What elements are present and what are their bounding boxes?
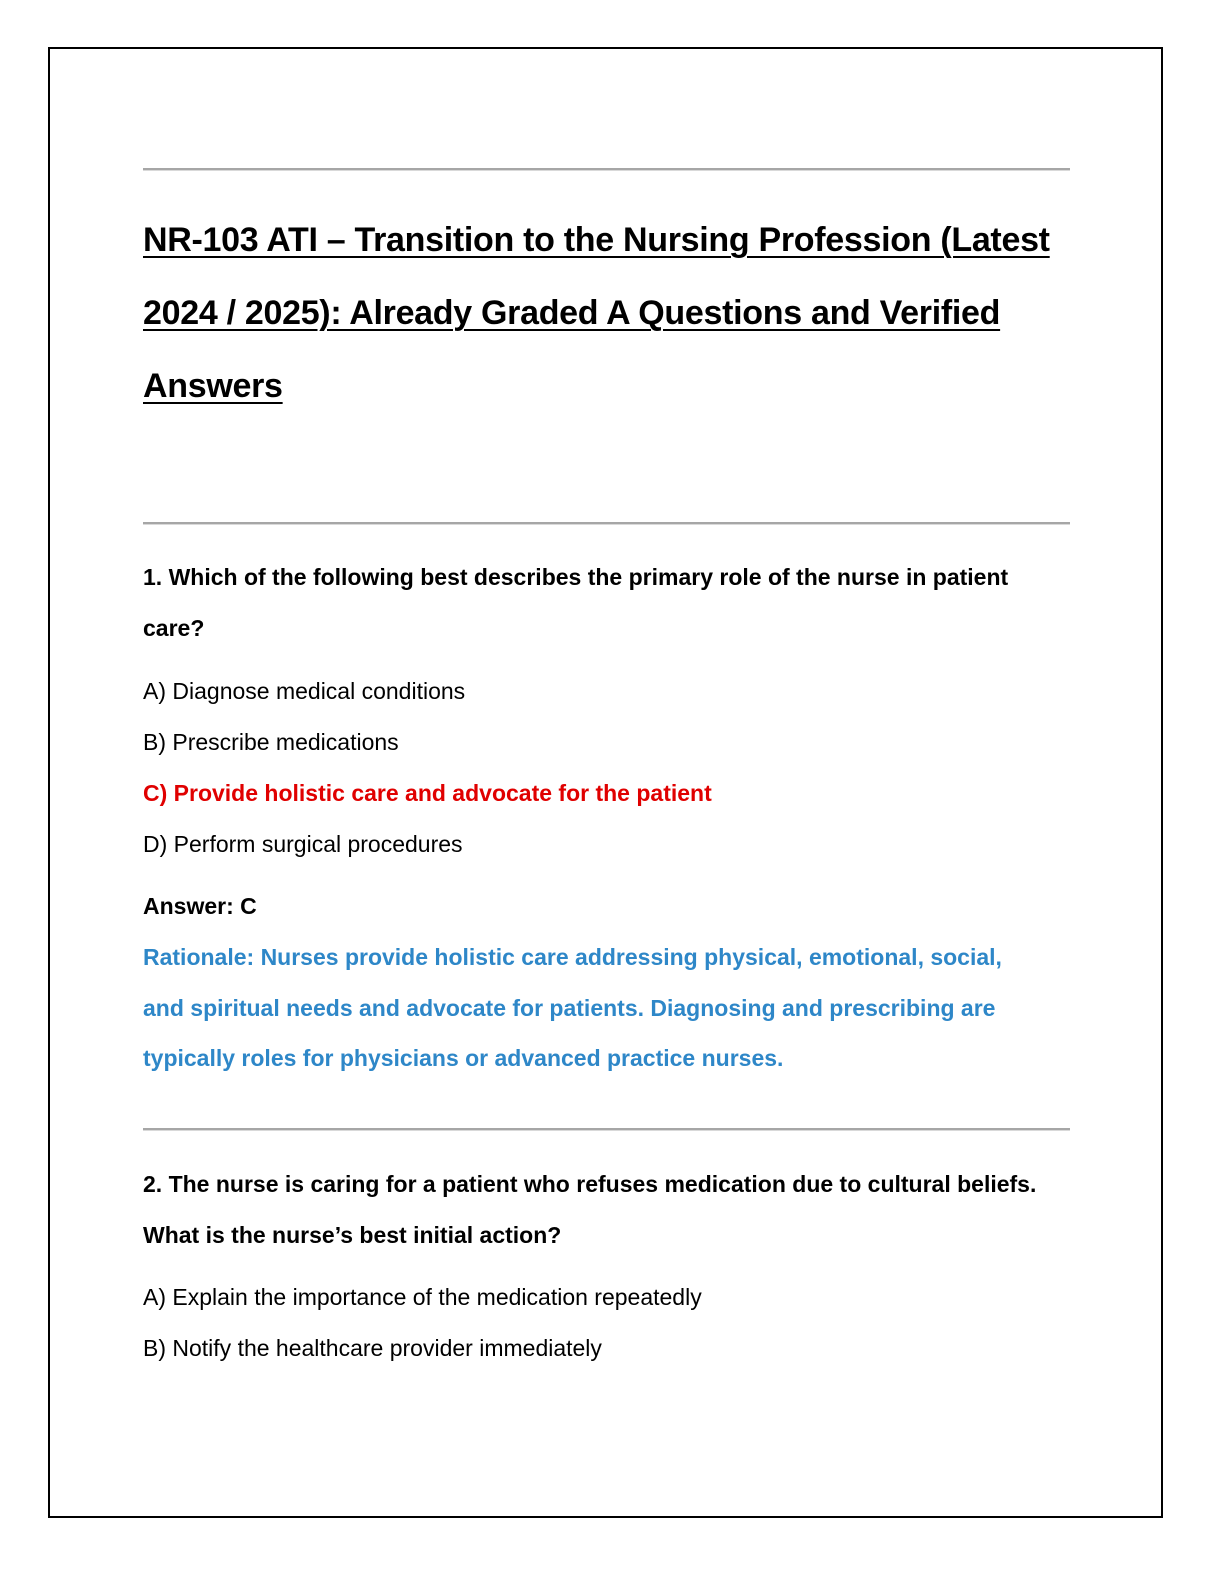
question-2-text: 2. The nurse is caring for a patient who refuses medication due to cultural beliefs. What is the nurse’s best initial action? xyxy=(143,1171,1037,1248)
question-1-rationale: Rationale: Nurses provide holistic care addressing physical, emotional, social, and spiritual needs and advocate for patients. Diagnosing and prescribing are typically roles for physicians or advanced practice nurses. xyxy=(143,944,1002,1071)
question-2-option-a: A) Explain the importance of the medication repeatedly xyxy=(143,1284,702,1310)
question-1-text: 1. Which of the following best describes the primary role of the nurse in patient care? xyxy=(143,564,1009,641)
horizontal-rule-top xyxy=(143,168,1070,170)
question-1-option-d: D) Perform surgical procedures xyxy=(143,831,463,857)
question-2-option-b: B) Notify the healthcare provider immediately xyxy=(143,1335,602,1361)
document-title: NR-103 ATI – Transition to the Nursing Profession (Latest 2024 / 2025): Already Graded A Questions and Verified Answers xyxy=(143,221,1050,405)
question-1-answer: Answer: C xyxy=(143,893,257,919)
horizontal-rule-before-q1 xyxy=(143,522,1070,524)
horizontal-rule-before-q2 xyxy=(143,1128,1070,1130)
question-1-option-b: B) Prescribe medications xyxy=(143,729,399,755)
question-1-option-c-correct: C) Provide holistic care and advocate for the patient xyxy=(143,780,712,806)
question-1-option-a: A) Diagnose medical conditions xyxy=(143,678,466,704)
